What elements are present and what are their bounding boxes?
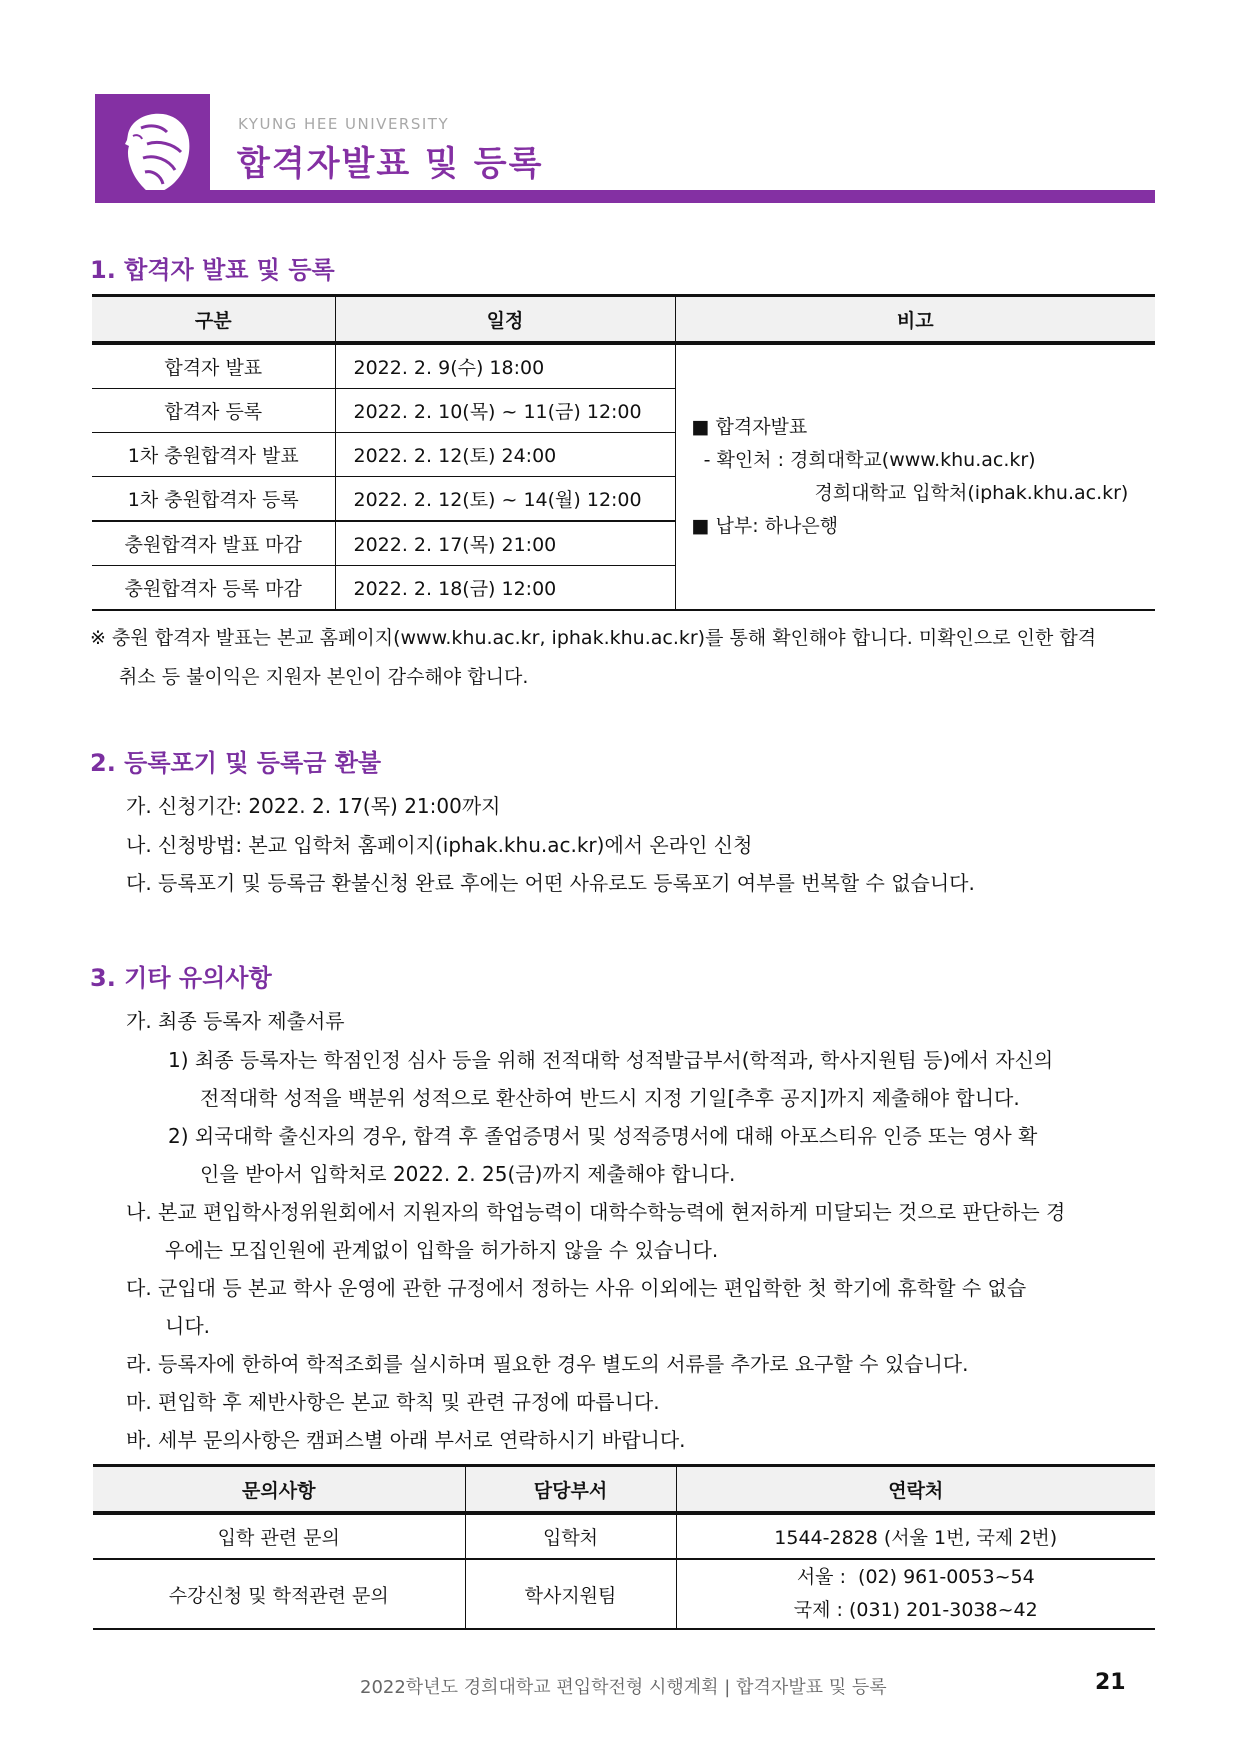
note-line: 취소 등 불이익은 지원자 본인이 감수해야 합니다. bbox=[119, 666, 529, 688]
schedule-cell: 2022. 2. 12(토) ~ 14(월) 12:00 bbox=[335, 477, 675, 522]
list-item: 라. 등록자에 한하여 학적조회를 실시하며 필요한 경우 별도의 서류를 추가로 요구할 수 있습니다. bbox=[126, 1352, 969, 1376]
section3-heading: 3. 기타 유의사항 bbox=[90, 964, 272, 992]
dept-cell: 학사지원팀 bbox=[465, 1559, 676, 1629]
list-item: 바. 세부 문의사항은 캠퍼스별 아래 부서로 연락하시기 바랍니다. bbox=[126, 1428, 686, 1452]
remark-line: - 확인처 : 경희대학교(www.khu.ac.kr) bbox=[691, 449, 1036, 471]
contact-cell bbox=[676, 1559, 1155, 1629]
list-item: 1) 최종 등록자는 학점인정 심사 등을 위해 전적대학 성적발급부서(학적과, 학사지원팀 등)에서 자신의 bbox=[168, 1048, 1054, 1072]
schedule-table bbox=[92, 294, 1155, 611]
schedule-cell: 2022. 2. 17(목) 21:00 bbox=[335, 521, 675, 566]
schedule-cell: 2022. 2. 18(금) 12:00 bbox=[335, 566, 675, 611]
category-cell: 1차 충원합격자 등록 bbox=[92, 477, 335, 522]
contact-line: 서울 : (02) 961-0053~54 bbox=[796, 1566, 1035, 1588]
list-item-cont: 인을 받아서 입학처로 2022. 2. 25(금)까지 제출해야 합니다. bbox=[200, 1162, 736, 1186]
table-header-row bbox=[92, 296, 1155, 344]
lion-icon bbox=[95, 94, 210, 203]
section2-heading: 2. 등록포기 및 등록금 환불 bbox=[90, 749, 382, 777]
logo-box bbox=[95, 94, 210, 203]
category-cell: 충원합격자 발표 마감 bbox=[92, 521, 335, 566]
list-item: 다. 등록포기 및 등록금 환불신청 완료 후에는 어떤 사유로도 등록포기 여부를 번복할 수 없습니다. bbox=[126, 871, 975, 895]
header-bar bbox=[95, 190, 1155, 203]
category-cell: 1차 충원합격자 발표 bbox=[92, 433, 335, 477]
list-item-cont: 전적대학 성적을 백분위 성적으로 환산하여 반드시 지정 기일[추후 공지]까지 제출해야 합니다. bbox=[200, 1086, 1020, 1110]
list-item: 나. 본교 편입학사정위원회에서 지원자의 학업능력이 대학수학능력에 현저하게 미달되는 것으로 판단하는 경 bbox=[126, 1200, 1066, 1224]
dept-cell: 입학처 bbox=[465, 1513, 676, 1559]
university-name: KYUNG HEE UNIVERSITY bbox=[238, 115, 450, 133]
inquiry-cell: 수강신청 및 학적관련 문의 bbox=[93, 1559, 465, 1629]
contact-line: 국제 : (031) 201-3038~42 bbox=[793, 1599, 1038, 1621]
col-header: 구분 bbox=[92, 296, 335, 344]
remarks-cell bbox=[675, 343, 1155, 610]
col-header: 문의사항 bbox=[93, 1466, 465, 1514]
contact-cell: 1544-2828 (서울 1번, 국제 2번) bbox=[676, 1513, 1155, 1559]
section1-heading: 1. 합격자 발표 및 등록 bbox=[90, 256, 335, 284]
table-row bbox=[92, 343, 1155, 389]
list-item-cont: 우에는 모집인원에 관계없이 입학을 허가하지 않을 수 있습니다. bbox=[165, 1238, 719, 1262]
list-item: 가. 최종 등록자 제출서류 bbox=[126, 1009, 345, 1033]
list-item-cont: 니다. bbox=[165, 1314, 210, 1338]
table-header-row bbox=[93, 1466, 1155, 1514]
category-cell: 충원합격자 등록 마감 bbox=[92, 566, 335, 611]
table-row bbox=[93, 1513, 1155, 1559]
inquiry-cell: 입학 관련 문의 bbox=[93, 1513, 465, 1559]
remark-line: ■ 합격자발표 bbox=[691, 416, 808, 438]
list-item: 나. 신청방법: 본교 입학처 홈페이지(iphak.khu.ac.kr)에서 온라인 신청 bbox=[126, 833, 753, 857]
category-cell: 합격자 등록 bbox=[92, 389, 335, 433]
list-item: 가. 신청기간: 2022. 2. 17(목) 21:00까지 bbox=[126, 794, 501, 818]
remark-line: ■ 납부: 하나은행 bbox=[691, 515, 839, 537]
table-row bbox=[93, 1559, 1155, 1629]
col-header: 담당부서 bbox=[465, 1466, 676, 1514]
contact-table bbox=[93, 1464, 1155, 1630]
col-header: 연락처 bbox=[676, 1466, 1155, 1514]
schedule-cell: 2022. 2. 9(수) 18:00 bbox=[335, 343, 675, 389]
footer-text: 2022학년도 경희대학교 편입학전형 시행계획 | 합격자발표 및 등록 bbox=[360, 1677, 887, 1698]
list-item: 다. 군입대 등 본교 학사 운영에 관한 규정에서 정하는 사유 이외에는 편입학한 첫 학기에 휴학할 수 없습 bbox=[126, 1276, 1027, 1300]
schedule-cell: 2022. 2. 10(목) ~ 11(금) 12:00 bbox=[335, 389, 675, 433]
page-number: 21 bbox=[1095, 1670, 1126, 1695]
schedule-cell: 2022. 2. 12(토) 24:00 bbox=[335, 433, 675, 477]
list-item: 마. 편입학 후 제반사항은 본교 학칙 및 관련 규정에 따릅니다. bbox=[126, 1390, 660, 1414]
note-line: ※ 충원 합격자 발표는 본교 홈페이지(www.khu.ac.kr, iphak.khu.ac.kr)를 통해 확인해야 합니다. 미확인으로 인한 합격 bbox=[90, 627, 1097, 649]
list-item: 2) 외국대학 출신자의 경우, 합격 후 졸업증명서 및 성적증명서에 대해 아포스티유 인증 또는 영사 확 bbox=[168, 1124, 1038, 1148]
remark-line: 경희대학교 입학처(iphak.khu.ac.kr) bbox=[814, 482, 1129, 504]
category-cell: 합격자 발표 bbox=[92, 343, 335, 389]
col-header: 비고 bbox=[675, 296, 1155, 344]
col-header: 일정 bbox=[335, 296, 675, 344]
page-title: 합격자발표 및 등록 bbox=[237, 144, 544, 184]
